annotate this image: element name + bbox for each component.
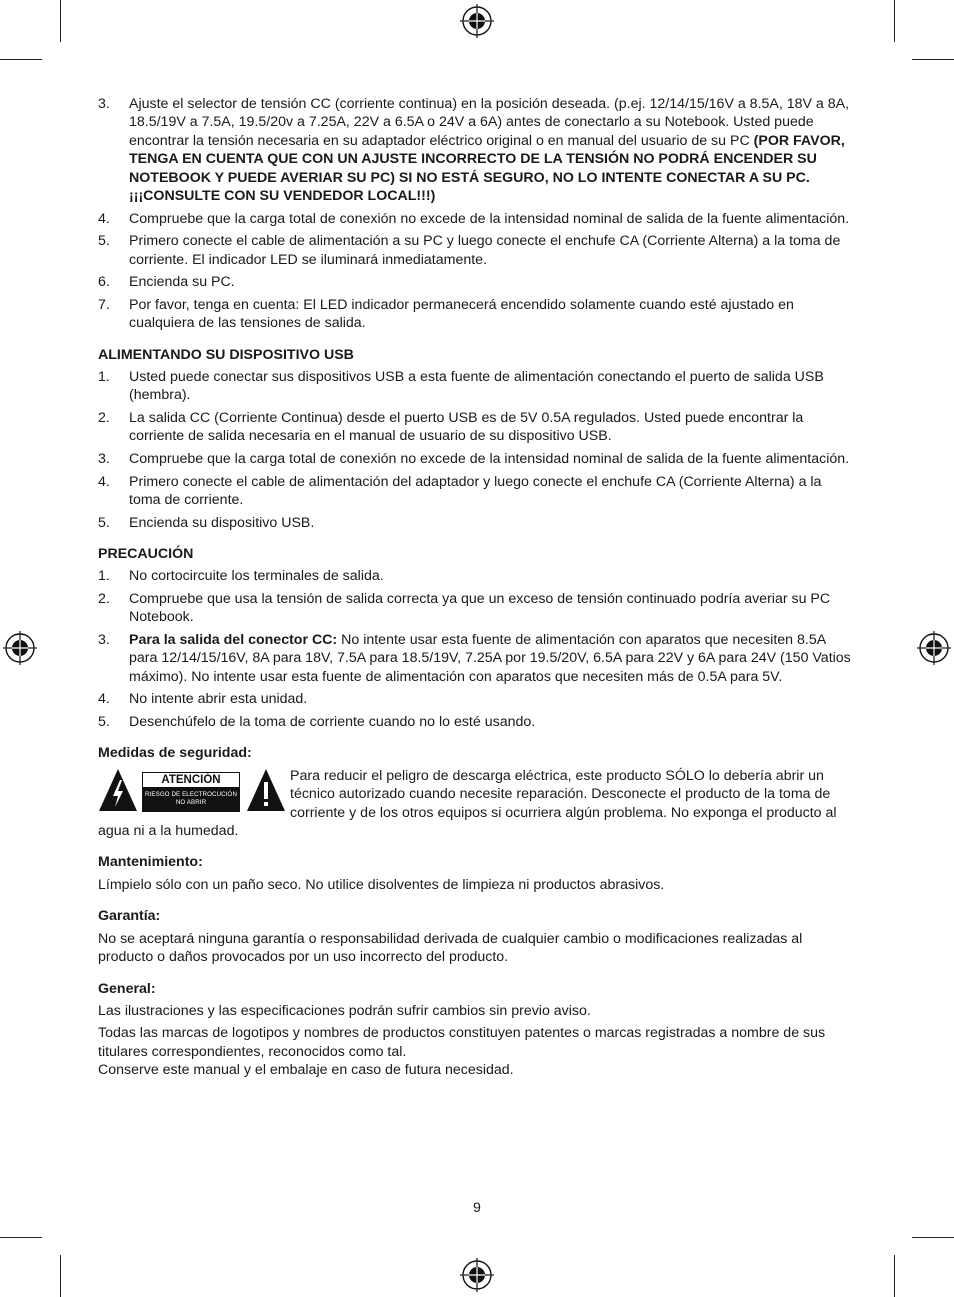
registration-mark-icon [460,4,494,38]
list-text: Compruebe que usa la tensión de salida correcta ya que un exceso de tensión continuado podría averiar su PC Notebook. [129,591,831,626]
general-section-heading: General: [98,980,156,997]
registration-mark-icon [3,631,37,665]
list-text: Desenchúfelo de la toma de corriente cuando no lo esté usando. [129,714,536,731]
list-text-bold: (POR FAVOR, TENGA EN CUENTA QUE CON UN AJUSTE INCORRECTO DE LA TENSIÓN NO PODRÁ ENCENDER SU NOTEBOOK Y PUEDE AVERIAR SU PC) SI NO ESTÁ SEGURO, NO LO INTENTE CONECTAR A SU PC. ¡¡¡CONSULTE CON SU VENDEDOR LOCAL!!!) [129,132,845,205]
list-number: 1. [98,568,110,585]
list-text: Por favor, tenga en cuenta: El LED indicador permanecerá encendido solamente cuando esté ajustado en cualquiera de las tensiones de salida. [129,296,794,332]
list-text-bold: Para la salida del conector CC: [129,632,338,649]
list-number: 7. [98,296,110,313]
list-text: No intente usar esta fuente de alimentación con aparatos que necesiten 8.5A para 12/14/15/16V, 8A para 18V, 7.5A para 18.5/19V, 7.25A por 19.5/20V, 6.5A para 22V y 6A para 24V (150 Vatios máximo). No intente usar esta fuente de alimentación con aparatos que necesiten más de 0.5A para 5V. [129,632,851,685]
warranty-section-heading: Garantía: [98,908,161,925]
list-text: La salida CC (Corriente Continua) desde el puerto USB es de 5V 0.5A regulados. Usted puede encontrar la corriente de salida necesaria en el manual de usuario de su dispositivo USB. [129,410,804,445]
crop-mark [912,1237,954,1238]
crop-mark [912,59,954,60]
list-number: 2. [98,410,110,427]
list-text: Encienda su dispositivo USB. [129,514,315,531]
list-item [98,473,856,510]
general-line: Todas las marcas de logotipos y nombres de productos constituyen patentes o marcas registradas a nombre de sus titulares correspondientes, reconocidos como tal. [98,1025,826,1060]
list-item [98,713,856,731]
list-item [98,409,856,446]
list-text: Encienda su PC. [129,274,235,291]
setup-steps-list [98,95,856,333]
list-text: Compruebe que la carga total de conexión no excede de la intensidad nominal de salida de la fuente alimentación. [129,210,850,227]
list-number: 4. [98,210,110,227]
exclamation-warning-icon [246,768,286,812]
list-item [98,368,856,405]
list-number: 2. [98,591,110,608]
maintenance-text: Límpielo sólo con un paño seco. No utilice disolventes de limpieza ni productos abrasivos. [98,876,665,893]
precaution-section-heading: PRECAUCIÓN [98,546,194,563]
list-number: 3. [98,96,110,112]
registration-mark-icon [917,631,951,665]
crop-mark [60,0,61,42]
list-item [98,690,856,708]
list-number: 4. [98,473,110,490]
attention-title: ATENCIÓN [142,772,240,788]
crop-mark [0,1237,42,1238]
list-item [98,450,856,468]
crop-mark [894,0,895,42]
list-text: Usted puede conectar sus dispositivos USB a esta fuente de alimentación conectando el puerto de salida USB (hembra). [129,369,824,404]
list-item [98,590,856,627]
list-item [98,567,856,585]
list-item [98,631,856,686]
list-number: 3. [98,632,110,649]
list-item [98,296,856,333]
page-content [98,95,856,1080]
warranty-text: No se aceptará ninguna garantía o responsabilidad derivada de cualquier cambio o modificaciones realizadas al producto o daños provocados por un uso incorrecto del producto. [98,930,803,966]
list-text: Compruebe que la carga total de conexión no excede de la intensidad nominal de salida de la fuente alimentación. [129,451,850,468]
list-number: 6. [98,274,110,291]
crop-mark [0,59,42,60]
list-text: Primero conecte el cable de alimentación a su PC y luego conecte el enchufe CA (Corriente Alterna) a la toma de corriente. El indicador LED se iluminará inmediatamente. [129,233,841,268]
list-item [98,232,856,269]
list-item [98,514,856,532]
crop-mark [894,1255,895,1297]
list-item [98,210,856,228]
list-text: No intente abrir esta unidad. [129,691,308,708]
list-text: Ajuste el selector de tensión CC (corriente continua) en la posición deseada. (p.ej. 12/14/15/16V a 8.5A, 18V a 8A, 18.5/19V a 7.5A, 19.5/20v a 7.25A, 22V a 6.5A o 24V a 6A) antes de conectarlo a su Notebook. Usted puede encontrar la tensión necesaria en su adaptador eléctrico original o en manual del usuario de su PC [129,96,850,149]
page-number: 9 [473,1200,481,1216]
list-text: No cortocircuite los terminales de salida. [129,568,384,585]
lightning-warning-icon [98,768,138,812]
registration-mark-icon [460,1258,494,1292]
attention-subtitle: RIESGO DE ELECTROCUCIÓN NO ABRIR [144,790,238,806]
electric-warning-label [98,768,283,818]
safety-block [98,767,856,841]
crop-mark [60,1255,61,1297]
precaution-list [98,567,856,731]
list-number: 5. [98,514,110,531]
list-text: Primero conecte el cable de alimentación del adaptador y luego conecte el enchufe CA (Corriente Alterna) a la toma de corriente. [129,473,822,509]
maintenance-section-heading: Mantenimiento: [98,854,203,871]
usb-section-heading: ALIMENTANDO SU DISPOSITIVO USB [98,346,354,363]
usb-steps-list [98,368,856,532]
list-number: 1. [98,369,110,386]
list-item [98,95,856,205]
list-number: 5. [98,714,110,731]
list-number: 4. [98,691,110,708]
safety-text: Para reducir el peligro de descarga eléctrica, este producto SÓLO lo debería abrir un técnico autorizado cuando necesite reparación. Desconecte el producto de la toma de corriente y de los otros equipos si ocurriera algún problema. No exponga el producto al agua ni a la humedad. [98,767,837,840]
list-number: 5. [98,233,110,250]
attention-box [142,772,240,812]
list-number: 3. [98,451,110,468]
general-line: Las ilustraciones y las especificaciones podrán sufrir cambios sin previo aviso. [98,1002,591,1019]
general-line: Conserve este manual y el embalaje en caso de futura necesidad. [98,1062,514,1079]
list-item [98,273,856,291]
safety-section-heading: Medidas de seguridad: [98,745,252,762]
